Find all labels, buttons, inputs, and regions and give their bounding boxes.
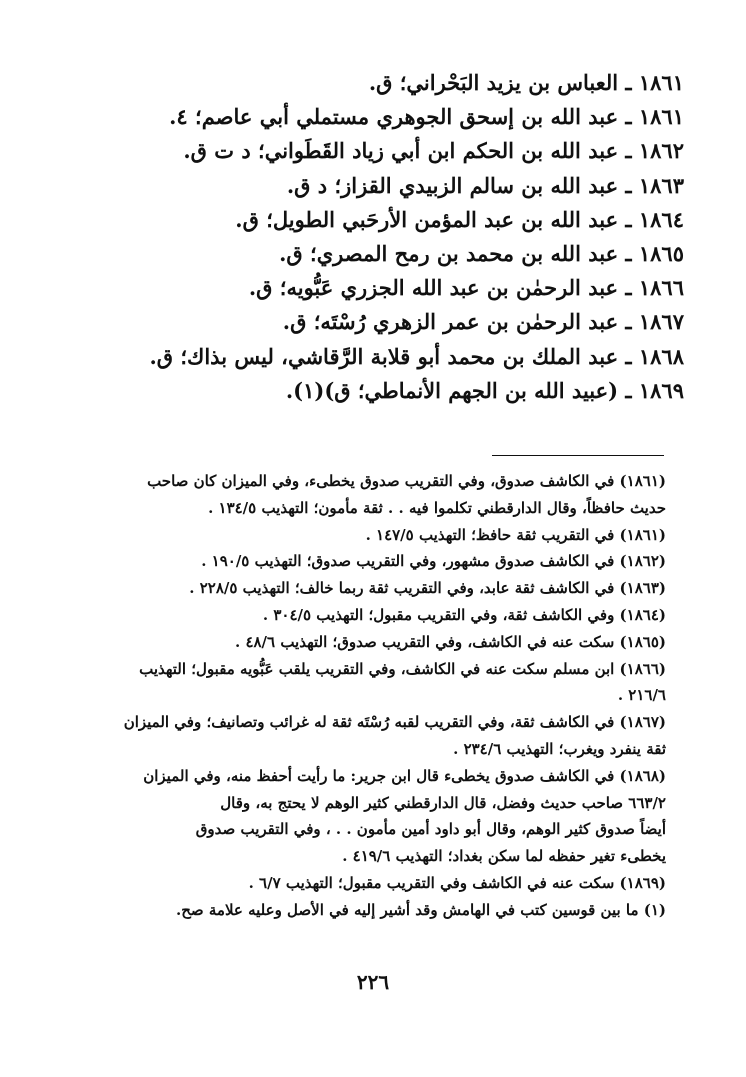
footnote-line: (١٨٦٥) سكت عنه في الكاشف، وفي التقريب صدوق؛ التهذيب ٤٨/٦ . (234, 632, 666, 651)
entry-line: ١٨٦١ ـ العباس بن يزيد البَحْراني؛ ق. (368, 70, 684, 95)
entry-line: ١٨٦٨ ـ عبد الملك بن محمد أبو قلابة الرَّقاشي، ليس بذاك؛ ق. (149, 343, 684, 369)
footnote-line: (١٨٦١) في التقريب ثقة حافظ؛ التهذيب ١٤٧/٥ . (365, 525, 666, 544)
footnote-line: ٦٦٣/٢ صاحب حديث وفضل، قال الدارقطني كثير الوهم لا يحتج به، وقال (220, 793, 666, 812)
footnote-line: (١٨٦٨) في الكاشف صدوق يخطىء قال ابن جرير: ما رأيت أحفظ منه، وفي الميزان (143, 766, 666, 785)
entry-line: ١٨٦٤ ـ عبد الله بن عبد المؤمن الأرحَبي الطويل؛ ق. (235, 206, 684, 232)
footnote-line: ٢١٦/٦ . (617, 686, 666, 705)
page-number: ٢٢٦ (356, 970, 390, 994)
footnote-line: (١٨٦٣) في الكاشف ثقة عابد، وفي التقريب ثقة ربما خالف؛ التهذيب ٢٢٨/٥ . (189, 579, 666, 598)
footnotes (68, 468, 666, 924)
footnote-line: يخطىء تغير حفظه لما سكن بغداد؛ التهذيب ٤١٩/٦ . (342, 847, 666, 866)
footnote-line: ثقة ينفرد ويغرب؛ التهذيب ٢٣٤/٦ . (453, 739, 666, 758)
footnote-line: (١٨٦٧) في الكاشف ثقة، وفي التقريب لقبه رُسْتَه ثقة له غرائب وتصانيف؛ وفي الميزان (123, 713, 666, 732)
entry-line: ١٨٦٣ ـ عبد الله بن سالم الزبيدي القزاز؛ د ق. (286, 172, 684, 198)
footnote-line: (١) ما بين قوسين كتب في الهامش وقد أشير إليه في الأصل وعليه علامة صح. (176, 900, 666, 919)
footnote-line: (١٨٦٢) في الكاشف صدوق مشهور، وفي التقريب صدوق؛ التهذيب ١٩٠/٥ . (201, 552, 666, 571)
footnote-line: أيضاً صدوق كثير الوهم، وقال أبو داود أمين مأمون . . ، وفي التقريب صدوق (195, 820, 666, 839)
footnote-line: حديث حافظاً، وقال الدارقطني تكلموا فيه . . ثقة مأمون؛ التهذيب ١٣٤/٥ . (208, 498, 666, 517)
footnote-divider (492, 455, 664, 456)
entry-line: ١٨٦٢ ـ عبد الله بن الحكم ابن أبي زياد القَطَواني؛ د ت ق. (183, 138, 684, 164)
entry-line: ١٨٦٦ ـ عبد الرحمٰن بن عبد الله الجزري عَبُّويه؛ ق. (248, 275, 684, 301)
entry-line: ١٨٦١ ـ عبد الله بن إسحق الجوهري مستملي أبي عاصم؛ ٤. (169, 104, 684, 130)
entry-line: ١٨٦٥ ـ عبد الله بن محمد بن رمح المصري؛ ق. (279, 240, 684, 266)
biography-entries (84, 66, 684, 408)
footnote-line: (١٨٦٦) ابن مسلم سكت عنه في الكاشف، وفي التقريب يلقب عَبُّويه مقبول؛ التهذيب (139, 659, 666, 678)
entry-line: ١٨٦٧ ـ عبد الرحمٰن بن عمر الزهري رُسْتَه؛ ق. (282, 309, 684, 335)
entry-line: ١٨٦٩ ـ (عبيد الله بن الجهم الأنماطي؛ ق)(١). (285, 377, 684, 403)
footnote-line: (١٨٦٩) سكت عنه في الكاشف وفي التقريب مقبول؛ التهذيب ٦/٧ . (248, 873, 666, 892)
footnote-line: (١٨٦١) في الكاشف صدوق، وفي التقريب صدوق يخطىء، وفي الميزان كان صاحب (147, 472, 666, 490)
footnote-line: (١٨٦٤) وفي الكاشف ثقة، وفي التقريب مقبول؛ التهذيب ٣٠٤/٥ . (262, 605, 666, 624)
